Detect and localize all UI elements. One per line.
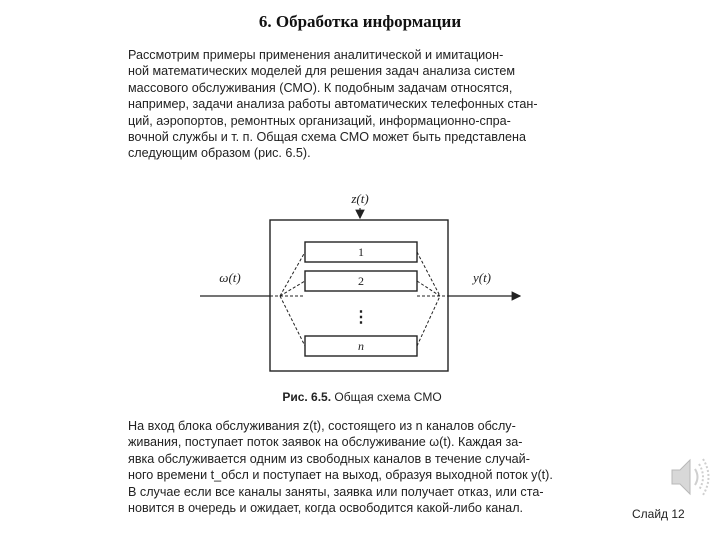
text-line: вочной службы и т. п. Общая схема СМО может быть представлена <box>128 130 526 145</box>
text-line: ной математических моделей для решения задач анализа систем <box>128 64 515 79</box>
text-line: например, задачи анализа работы автоматических телефонных стан- <box>128 97 538 112</box>
channel-label-n: n <box>358 339 364 353</box>
channel-ellipsis: ⋮ <box>353 307 369 326</box>
page-title: 6. Обработка информации <box>258 12 462 31</box>
speaker-icon[interactable] <box>668 452 712 502</box>
smo-diagram <box>190 188 530 388</box>
text-line: ного времени t_обсл и поступает на выход, образуя выходной поток y(t). <box>128 468 553 483</box>
description-paragraph <box>128 418 590 516</box>
slide-number: Слайд 12 <box>632 507 685 521</box>
channel-label-2: 2 <box>358 274 364 288</box>
text-line: живания, поступает поток заявок на обслуживание ω(t). Каждая за- <box>128 435 523 450</box>
z-label: z(t) <box>351 191 369 206</box>
output-label: y(t) <box>472 270 492 285</box>
intro-paragraph <box>128 47 590 162</box>
text-line: явка обслуживается одним из свободных каналов в течение случай- <box>128 451 530 466</box>
text-line: новится в очередь и ожидает, когда освободится какой-либо канал. <box>128 501 524 516</box>
text-line: следующим образом (рис. 6.5). <box>128 146 311 161</box>
input-fan-lines <box>280 252 305 346</box>
text-line: Рассмотрим примеры применения аналитической и имитацион- <box>128 48 504 62</box>
input-label: ω(t) <box>219 270 241 285</box>
text-line: ций, аэропортов, ремонтных организаций, информационно-спра- <box>128 113 511 128</box>
text-line: массового обслуживания (СМО). К подобным задачам относятся, <box>128 80 513 95</box>
caption-label: Рис. 6.5. <box>282 390 332 404</box>
channel-label-1: 1 <box>358 245 364 259</box>
text-line: На вход блока обслуживания z(t), состоящего из n каналов обслу- <box>128 419 516 433</box>
text-line: В случае если все каналы заняты, заявка или получает отказ, или ста- <box>128 484 544 499</box>
figure-caption <box>252 390 472 404</box>
caption-text: Общая схема СМО <box>334 390 442 404</box>
output-fan-lines <box>417 252 448 346</box>
